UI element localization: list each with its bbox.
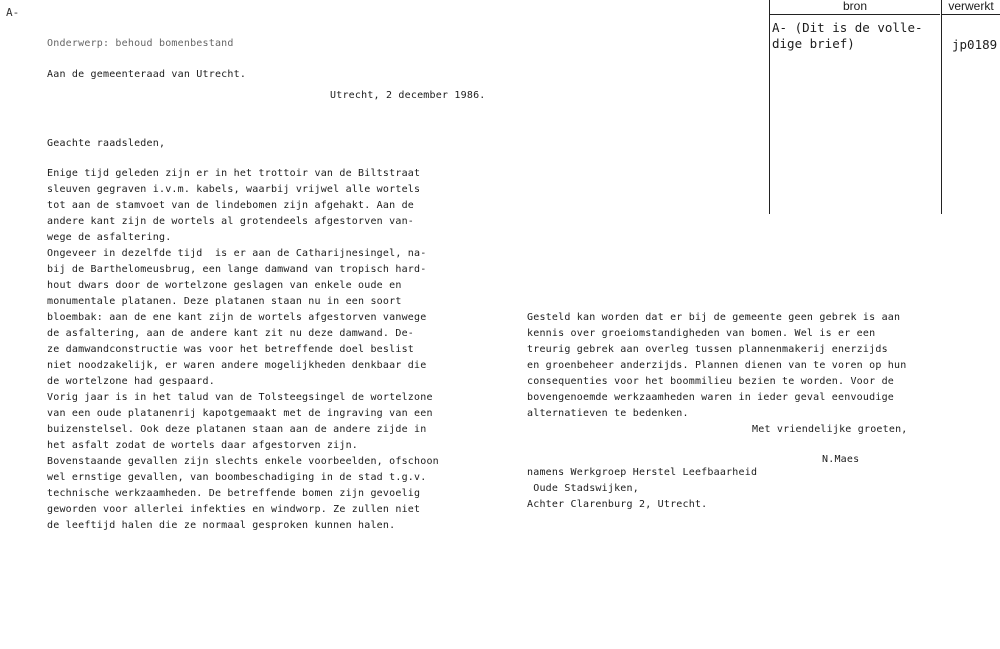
body-line: Vorig jaar is in het talud van de Tolsteegsingel de wortelzone (47, 392, 433, 403)
corner-mark: A- (6, 6, 20, 19)
body-line: bloembak: aan de ene kant zijn de wortels afgestorven vanwege (47, 312, 427, 323)
archive-divider (941, 0, 942, 214)
body-line: Bovenstaande gevallen zijn slechts enkele voorbeelden, ofschoon (47, 456, 439, 467)
sender-block (527, 465, 757, 513)
body-line: bovengenoemde werkzaamheden waren in ieder geval eenvoudige (527, 392, 895, 403)
body-line: buizenstelsel. Ook deze platanen staan aan de andere zijde in (47, 424, 427, 435)
body-line: Ongeveer in dezelfde tijd is er aan de Catharijnesingel, na- (47, 248, 427, 259)
bron-line: A- (Dit is de volle- (772, 20, 923, 35)
body-line: consequenties voor het boommilieu bezien te worden. Voor de (527, 376, 895, 387)
body-line: het asfalt zodat de wortels daar afgestorven zijn. (47, 440, 359, 451)
body-line: ze damwandconstructie was voor het betreffende doel beslist (47, 344, 415, 355)
body-line: van een oude platanenrij kapotgemaakt met de ingraving van een (47, 408, 433, 419)
body-line: Gesteld kan worden dat er bij de gemeente geen gebrek is aan (527, 312, 901, 323)
body-line: monumentale platanen. Deze platanen staan nu in een soort (47, 296, 402, 307)
verwerkt-header: verwerkt (942, 0, 1000, 15)
archive-left-border (769, 0, 770, 214)
body-line: niet noodzakelijk, er waren andere mogelijkheden denkbaar die (47, 360, 427, 371)
signer-name: N.Maes (822, 454, 860, 465)
body-line: en groenbeheer anderzijds. Plannen dienen van te voren op hun (527, 360, 907, 371)
sender-line: Oude Stadswijken, (527, 483, 639, 494)
body-line: sleuven gegraven i.v.m. kabels, waarbij vrijwel alle wortels (47, 184, 421, 195)
verwerkt-value: jp0189 (952, 37, 998, 52)
body-line: treurig gebrek aan overleg tussen plannenmakerij enerzijds (527, 344, 888, 355)
closing: Met vriendelijke groeten, (752, 424, 908, 435)
body-line: hout dwars door de wortelzone geslagen van enkele oude en (47, 280, 402, 291)
body-line: tot aan de stamvoet van de lindebomen zijn afgehakt. Aan de (47, 200, 415, 211)
sender-line: namens Werkgroep Herstel Leefbaarheid (527, 467, 758, 478)
sender-line: Achter Clarenburg 2, Utrecht. (527, 499, 708, 510)
body-line: alternatieven te bedenken. (527, 408, 689, 419)
place-date: Utrecht, 2 december 1986. (330, 90, 486, 101)
letter-body-right (527, 310, 906, 422)
body-line: de asfaltering, aan de andere kant zit nu deze damwand. De- (47, 328, 415, 339)
bron-line: dige brief) (772, 36, 855, 51)
bron-value (772, 20, 923, 52)
salutation: Geachte raadsleden, (47, 138, 166, 149)
body-line: geworden voor allerlei infekties en windworp. Ze zullen niet (47, 504, 421, 515)
subject-line: Onderwerp: behoud bomenbestand (47, 38, 234, 49)
body-line: de leeftijd halen die ze normaal gesproken kunnen halen. (47, 520, 396, 531)
body-line: wel ernstige gevallen, van boombeschadiging in de stad t.g.v. (47, 472, 427, 483)
body-line: Enige tijd geleden zijn er in het trottoir van de Biltstraat (47, 168, 421, 179)
body-line: de wortelzone had gespaard. (47, 376, 215, 387)
body-line: kennis over groeiomstandigheden van bomen. Wel is er een (527, 328, 876, 339)
body-line: wege de asfaltering. (47, 232, 172, 243)
letter-body-left (47, 166, 439, 534)
bron-header: bron (770, 0, 940, 15)
body-line: andere kant zijn de wortels al grotendeels afgestorven van- (47, 216, 415, 227)
body-line: bij de Barthelomeusbrug, een lange damwand van tropisch hard- (47, 264, 427, 275)
addressee: Aan de gemeenteraad van Utrecht. (47, 69, 247, 80)
body-line: technische werkzaamheden. De betreffende bomen zijn gevoelig (47, 488, 421, 499)
